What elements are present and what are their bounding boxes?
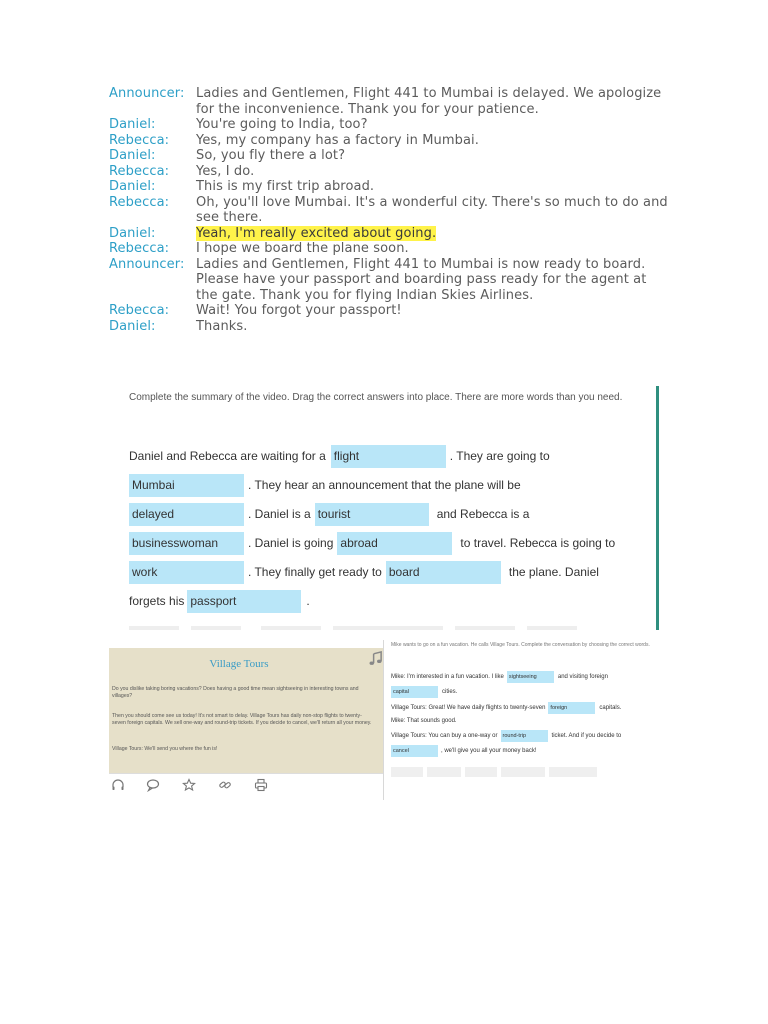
summary-text: forgets his: [129, 594, 185, 608]
answer-blank-foreign[interactable]: foreign: [548, 702, 595, 714]
conversation-line: [391, 701, 621, 714]
conversation-line: [391, 685, 457, 698]
summary-text: . They hear an announcement that the plane will be: [248, 478, 521, 492]
conversation-text: Mike: That sounds good.: [391, 717, 457, 724]
conversation-text: Village Tours: You can buy a one-way or: [391, 732, 498, 739]
conversation-text: and visiting foreign: [557, 673, 608, 680]
word-bank-slot[interactable]: [261, 626, 321, 630]
summary-text: . Daniel is going: [248, 536, 334, 550]
summary-line: [129, 444, 550, 468]
dialogue-line: [109, 319, 669, 335]
utterance: Thanks.: [196, 318, 248, 334]
summary-text: . They finally get ready to: [248, 565, 382, 579]
answer-blank-cancel[interactable]: cancel: [391, 745, 438, 757]
utterance: This is my first trip abroad.: [196, 179, 375, 194]
summary-text: and Rebecca is a: [436, 507, 530, 521]
dialogue-line: [109, 241, 669, 257]
word-bank-slot[interactable]: [455, 626, 515, 630]
speech-bubble-icon[interactable]: [146, 778, 160, 792]
summary-text: Daniel and Rebecca are waiting for a: [129, 449, 326, 463]
word-bank-slot[interactable]: [129, 626, 179, 630]
answer-blank-tourist[interactable]: tourist: [315, 503, 429, 526]
exercise-instructions: Mike wants to go on a fun vacation. He calls Village Tours. Complete the conversation by choosing the correct words.: [391, 642, 650, 648]
exercise-instructions: Complete the summary of the video. Drag the correct answers into place. There are more words than you need.: [129, 392, 623, 403]
conversation-text: , we'll give you all your money back!: [441, 747, 537, 754]
panel-divider: [383, 640, 384, 800]
highlighted-utterance: Yeah, I'm really excited about going.: [196, 225, 437, 241]
print-icon[interactable]: [254, 778, 268, 792]
speaker-label: Rebecca:: [109, 241, 170, 256]
utterance: Ladies and Gentlemen, Flight 441 to Mumbai is delayed. We apologize for the inconvenience. Thank you for your patience.: [196, 86, 662, 117]
speaker-label: Daniel:: [109, 179, 156, 194]
answer-blank-delayed[interactable]: delayed: [129, 503, 244, 526]
word-bank-slot[interactable]: [427, 767, 461, 777]
headphones-icon[interactable]: [111, 778, 125, 792]
speaker-label: Rebecca:: [109, 303, 170, 318]
dialogue-line: [109, 179, 669, 195]
dialogue-line: [109, 257, 669, 304]
dialogue-line: [109, 86, 669, 117]
speaker-label: Announcer:: [109, 86, 185, 101]
answer-blank-round-trip[interactable]: round-trip: [501, 730, 548, 742]
summary-text: the plane. Daniel: [508, 565, 599, 579]
speaker-label: Daniel:: [109, 117, 156, 132]
conversation-line: [391, 744, 537, 757]
summary-text: . They are going to: [449, 449, 550, 463]
word-bank-slot[interactable]: [527, 626, 577, 630]
answer-blank-abroad[interactable]: abroad: [337, 532, 452, 555]
utterance: So, you fly there a lot?: [196, 148, 346, 163]
conversation-text: ticket. And if you decide to: [551, 732, 622, 739]
speaker-label: Announcer:: [109, 256, 185, 272]
utterance: Oh, you'll love Mumbai. It's a wonderful city. There's so much to do and see there.: [196, 194, 668, 225]
conversation-line: [391, 670, 608, 683]
summary-exercise: [119, 386, 659, 630]
village-tours-title: Village Tours: [209, 658, 269, 670]
summary-line: [129, 589, 310, 613]
music-note-icon[interactable]: [368, 651, 383, 666]
word-bank-slot[interactable]: [501, 767, 545, 777]
utterance: Ladies and Gentlemen, Flight 441 to Mumbai is now ready to board. Please have your passport and boarding pass ready for the agent at the gate. Thank you for flying Indian Skies Airlines.: [196, 256, 647, 303]
star-icon[interactable]: [182, 778, 196, 792]
utterance: You're going to India, too?: [196, 117, 368, 132]
conversation-text: cities.: [442, 688, 458, 695]
speaker-label: Daniel:: [109, 148, 156, 163]
summary-line: [129, 560, 599, 584]
utterance: Yes, my company has a factory in Mumbai.: [196, 132, 479, 148]
panel-edge: [656, 386, 659, 630]
dialogue-line: [109, 195, 669, 226]
conversation-text: capitals.: [599, 704, 622, 711]
link-icon[interactable]: [218, 778, 232, 792]
answer-blank-board[interactable]: board: [386, 561, 501, 584]
conversation-line: [391, 714, 457, 727]
conversation-text: Mike: I'm interested in a fun vacation. I like: [391, 673, 504, 680]
dialogue-transcript: [109, 86, 669, 334]
summary-line: [129, 531, 615, 555]
utterance: I hope we board the plane soon.: [196, 241, 409, 256]
answer-blank-sightseeing[interactable]: sightseeing: [507, 671, 554, 683]
mike-conversation-exercise: [389, 640, 657, 785]
answer-blank-work[interactable]: work: [129, 561, 244, 584]
word-bank-slot[interactable]: [333, 626, 443, 630]
dialogue-line: [109, 164, 669, 180]
conversation-line: [391, 729, 621, 742]
summary-line: [129, 473, 521, 497]
answer-blank-mumbai[interactable]: Mumbai: [129, 474, 244, 497]
conversation-text: Village Tours: Great! We have daily flights to twenty-seven: [391, 704, 546, 711]
utterance: Wait! You forgot your passport!: [196, 303, 402, 318]
speaker-label: Rebecca:: [109, 194, 170, 210]
dialogue-line: [109, 148, 669, 164]
speaker-label: Rebecca:: [109, 132, 170, 148]
word-bank-slot[interactable]: [549, 767, 597, 777]
word-bank-slot[interactable]: [191, 626, 241, 630]
answer-blank-flight[interactable]: flight: [331, 445, 446, 468]
dialogue-line: [109, 303, 669, 319]
summary-line: [129, 502, 529, 526]
answer-blank-businesswoman[interactable]: businesswoman: [129, 532, 244, 555]
ad-paragraph: Then you should come see us today! It's not smart to delay. Village Tours has daily non-stop flights to twenty-seven foreign capitals. We sell one-way and round-trip tickets. If you decide to cancel, we'll return all your money.: [112, 713, 372, 726]
summary-text: .: [306, 594, 310, 608]
utterance: Yes, I do.: [196, 163, 255, 179]
speaker-label: Daniel:: [109, 225, 156, 241]
village-tours-toolbar: [109, 773, 383, 796]
answer-blank-capital[interactable]: capital: [391, 686, 438, 698]
answer-blank-passport[interactable]: passport: [187, 590, 301, 613]
dialogue-line: [109, 117, 669, 133]
speaker-label: Daniel:: [109, 318, 156, 334]
summary-text: . Daniel is a: [248, 507, 311, 521]
summary-text: to travel. Rebecca is going to: [460, 536, 616, 550]
word-bank-slot[interactable]: [465, 767, 497, 777]
ad-paragraph: Village Tours: We'll send you where the fun is!: [112, 746, 218, 752]
speaker-label: Rebecca:: [109, 163, 170, 179]
ad-paragraph: Do you dislike taking boring vacations? Does having a good time mean sightseeing in interesting towns and villages?: [112, 686, 359, 699]
dialogue-line: [109, 133, 669, 149]
dialogue-line: [109, 226, 669, 242]
word-bank-slot[interactable]: [391, 767, 423, 777]
